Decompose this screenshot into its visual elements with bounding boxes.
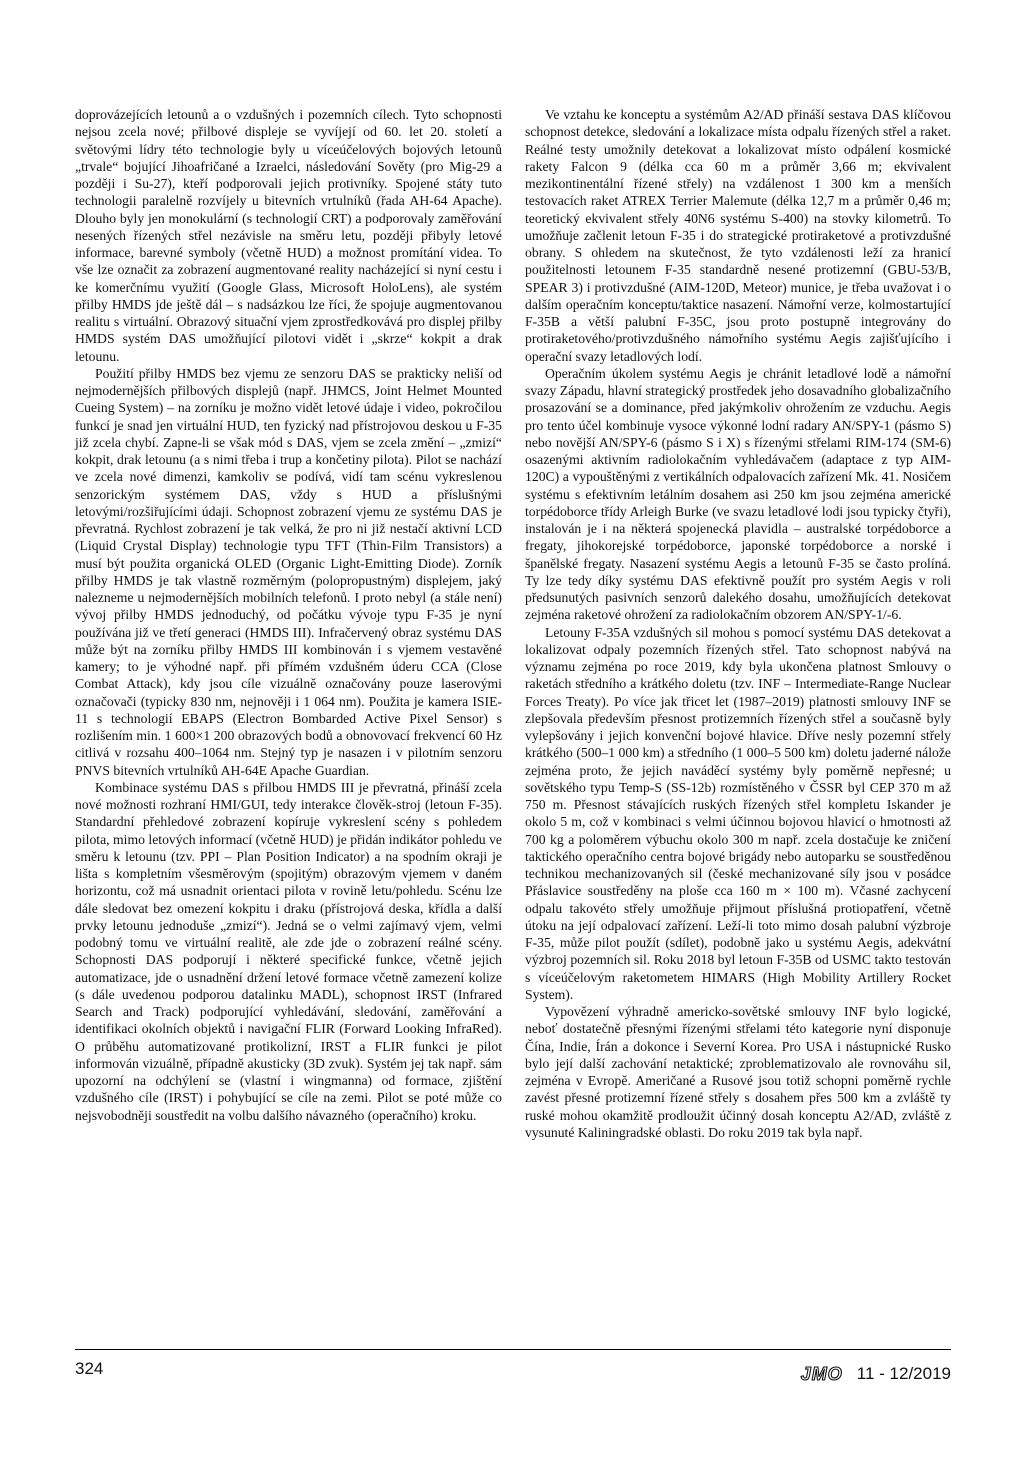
paragraph: Použití přilby HMDS bez vjemu ze senzoru DAS se prakticky neliší od nejmodernějších přilbových displejů (např. JHMCS, Joint Helmet Mounted Cueing System) – na zorníku je možno vidět letové údaje i video, pokročilou funkcí je snad jen virtuální HUD, ten fyzický nad přístrojovou deskou u F-35 již zcela chybí. Zapne-li se však mód s DAS, vjem se zcela změní – „zmizí“ kokpit, drak letounu (a s nimi třeba i trup a končetiny pilota). Pilot se nachází ve zcela nové dimenzi, kamkoliv se podívá, vidí tam scénu vykreslenou senzorickým systémem DAS, vždy s HUD a příslušnými letovými/rozšiřujícími údaji. Schopnost zobrazení vjemu ze systému DAS je převratná. Rychlost zobrazení je tak velká, že pro ni již nestačí aktivní LCD (Liquid Crystal Display) technologie typu TFT (Thin-Film Transistors) a musí být použita organická OLED (Organic Light-Emitting Diode). Zorník přilby HMDS je tak vlastně rozměrným (polopropustným) displejem, jaký nalezneme u nejmodernějších mobilních telefonů. I proto nebyl (a stále není) vývoj přilby HMDS jednoduchý, od počátku vývoje typu F-35 je nyní používána již ve třetí generaci (HMDS III). Infračervený obraz systému DAS může být na zorníku přilby HMDS III kombinován i s vjemem vestavěné kamery; to je výhodné např. při přímém vzdušném úderu CCA (Close Combat Attack), kdy jsou cíle vizuálně označovány pouze laserovými označovači (typicky 830 nm, nejnověji i 1 064 nm). Použita je kamera ISIE-11 s technologií EBAPS (Electron Bombarded Active Pixel Sensor) s rozlišením min. 1 600×1 200 obrazových bodů a obnovovací frekvencí 60 Hz citlivá v rozsahu 400–1064 nm. Stejný typ je nasazen i v pilotním senzoru PNVS bitevních vrtulníků AH-64E Apache Guardian. xyxy=(75,365,502,778)
paragraph: Letouny F-35A vzdušných sil mohou s pomocí systému DAS detekovat a lokalizovat odpaly pozemních řízených střel. Tato schopnost nabývá na významu zejména po roce 2019, kdy byla ukončena platnost Smlouvy o raketách středního a krátkého doletu (tzv. INF – Intermediate-Range Nuclear Forces Treaty). Po více jak třicet let (1987–2019) platnosti smlouvy INF se zlepšovala především přesnost protizemních řízených střel a současně byly vylepšovány i jejich konvenční bojové hlavice. Dříve nesly pozemní střely krátkého (500–1 000 km) a středního (1 000–5 500 km) doletu jaderné nálože zejména proto, že jejich naváděcí systémy byly poměrně nepřesné; u sovětského typu Temp-S (SS-12b) rozmístěného v ČSSR byl CEP 370 m až 750 m. Přesnost stávajících ruských řízených střel kompletu Iskander je okolo 5 m, což v kombinaci s velmi účinnou bojovou hlavicí o hmotnosti až 700 kg a poloměrem výbuchu okolo 300 m např. zcela dostačuje ke zničení taktického operačního centra bojové brigády nebo autoparku se soustředěnou technikou mechanizovaných sil (české mechanizované síly jsou v posádce Přáslavice soustředěny na ploše cca 160 m × 100 m). Včasné zachycení odpalu takovéto střely umožňuje přijmout příslušná protiopatření, včetně útoku na její odpalovací zařízení. Leží-li toto mimo dosah palubní výzbroje F-35, může pilot použít (sdílet), podobně jako u systému Aegis, adekvátní výzbroj pozemních sil. Roku 2018 byl letoun F-35B od USMC takto testován s víceúčelovým raketometem HIMARS (High Mobility Artillery Rocket System). xyxy=(525,624,951,1002)
paragraph: doprovázejících letounů a o vzdušných i pozemních cílech. Tyto schopnosti nejsou zcela nové; přilbové displeje se vyvíjejí od 60. let 20. století a světovými lídry této technologie byly u víceúčelových bojových letounů „trvale“ bojující Jihoafričané a Izraelci, následování Sověty (pro Mig-29 a později i Su-27), kteří podporovali jejich protivníky. Spojené státy tuto technologii paralelně rozvíjely u bitevních vrtulníků (řada AH-64 Apache). Dlouho byly jen monokulární (s technologií CRT) a podporovaly zaměřování nesených řízených střel nezávisle na směru letu, později přibyly letové informace, barevné symboly (včetně HUD) a možnost promítání videa. To vše lze označit za zobrazení augmentované reality nacházející si nyní cestu i ke komerčnímu využití (Google Glass, Microsoft HoloLens), ale systém přilby HMDS jde ještě dál – s nadsázkou lze říci, že spojuje augmentovanou realitu s virtuální. Obrazový situační vjem zprostředkovává pro displej přilby HMDS systém DAS umožňující pilotovi vidět i „skrze“ kokpit a drak letounu. xyxy=(75,107,502,364)
page-number: 324 xyxy=(75,1359,104,1378)
article-column-right xyxy=(525,106,951,1141)
paragraph: Vypovězení výhradně americko-sovětské smlouvy INF bylo logické, neboť dostatečně přesnými řízenými střelami této kategorie nyní disponuje Čína, Indie, Írán a dokonce i Severní Korea. Pro USA i nástupnické Rusko bylo její další zachování netaktické; zproblematizovalo ale rovnováhu sil, zejména v Evropě. Američané a Rusové jsou totiž schopni poměrně rychle zavést přesné protizemní řízené střely s dosahem přes 500 km a zvláště ty ruské mohou okamžitě prodloužit účinný dosah konceptu A2/AD, zvláště z vysunuté Kaliningradské oblasti. Do roku 2019 tak byla např. xyxy=(525,1004,951,1140)
journal-logo: JMO xyxy=(800,1363,843,1384)
footer-divider xyxy=(75,1349,951,1350)
footer-issue-block xyxy=(801,1359,951,1389)
paragraph: Operačním úkolem systému Aegis je chránit letadlové lodě a námořní svazy Západu, hlavní strategický prostředek jeho dosavadního globalizačního prosazování se a dominance, před jakýmkoliv ohrožením ze vzduchu. Aegis pro tento účel kombinuje vysoce výkonné lodní radary AN/SPY-1 (pásmo S) nebo novější AN/SPY-6 (pásmo S i X) s řízenými střelami RIM-174 (SM-6) osazenými aktivním radiolokačním vyhledávačem (adaptace z typ AIM-120C) a vypouštěnými z vertikálních odpalovacích zařízení Mk. 41. Nosičem systému s efektivním letálním dosahem asi 250 km jsou zejména americké torpédoborce třídy Arleigh Burke (ve svazu letadlové lodi jsou typicky čtyři), instalován je i na některá spojenecká plavidla – australské torpédoborce a fregaty, jihokorejské torpédoborce, japonské torpédoborce a norské i španělské fregaty. Nasazení systému Aegis a letounů F-35 se často prolíná. Ty lze tedy díky systému DAS efektivně použít pro systém Aegis v roli předsunutých pasivních senzorů dalekého dosahu, umožňujících detekovat zejména raketové ohrožení za radiolokačním obzorem AN/SPY-1/-6. xyxy=(525,365,951,623)
article-column-left xyxy=(75,106,502,1124)
issue-number: 11 - 12/2019 xyxy=(856,1364,951,1383)
paragraph: Kombinace systému DAS s přilbou HMDS III je převratná, přináší zcela nové možnosti rozhraní HMI/GUI, tedy interakce člověk-stroj (letoun F-35). Standardní přehledové zobrazení kopíruje vykreslení scény s pohledem pilota, mimo letových informací (včetně HUD) je přidán indikátor pohledu ve směru k letounu (tzv. PPI – Plan Position Indicator) a na spodním okraji je lišta s kompletním všesměrovým (spojitým) obrazovým vjemem v daném horizontu, což má usnadnit orientaci pilota v rovině letu/pohledu. Scénu lze dále sledovat bez omezení kokpitu i draku (přístrojová deska, křídla a další prvky letounu jednoduše „zmizí“). Jedná se o velmi zajímavý vjem, velmi podobný tomu ve virtuální realitě, ale zde jde o zobrazení reálné scény. Schopnosti DAS podporují i některé specifické funkce, včetně jejich automatizace, jde o usnadnění držení letové formace včetně zamezení kolize (s dále uvedenou podporou datalinku MADL), schopnost IRST (Infrared Search and Track) podporující vyhledávání, sledování, zaměřování a identifikaci okolních objektů i navigační FLIR (Forward Looking InfraRed). O průběhu automatizované protikolizní, IRST a FLIR funkci je pilot informován vizuálně, případně akusticky (3D zvuk). Systém jej tak např. sám upozorní na odchýlení se (vlastní i wingmanna) od formace, zjištění vzdušného cíle (IRST) i pohybující se cíle na zemi. Pilot se poté může co nejsvobodněji soustředit na volbu dalšího návazného (operačního) kroku. xyxy=(75,779,502,1123)
paragraph: Ve vztahu ke konceptu a systémům A2/AD přináší sestava DAS klíčovou schopnost detekce, sledování a lokalizace místa odpalu řízených střel a raket. Reálné testy umožnily detekovat a lokalizovat místo odpálení kosmické rakety Falcon 9 (délka cca 60 m a průměr 3,66 m; ekvivalent mezikontinentální řízené střely) na vzdálenost 1 300 km a menších testovacích raket ATREX Terrier Malemute (délka 12,7 m a průměr 0,46 m; teoretický ekvivalent střely 40N6 systému S-400) na stovky kilometrů. To umožňuje začlenit letoun F-35 i do strategické protiraketové a protivzdušné obrany. S ohledem na skutečnost, že tyto vzdálenosti leží za hranicí použitelnosti letounem F-35 standardně nesené protizemní (GBU-53/B, SPEAR 3) i protivzdušné (AIM-120D, Meteor) munice, je třeba uvažovat i o dalším operačním konceptu/taktice nasazení. Námořní verze, kolmostartující F-35B a větší palubní F-35C, jsou proto postupně integrovány do protiraketového/protivzdušného námořního systému Aegis zajišťujícího i operační svazy letadlových lodí. xyxy=(525,107,951,364)
